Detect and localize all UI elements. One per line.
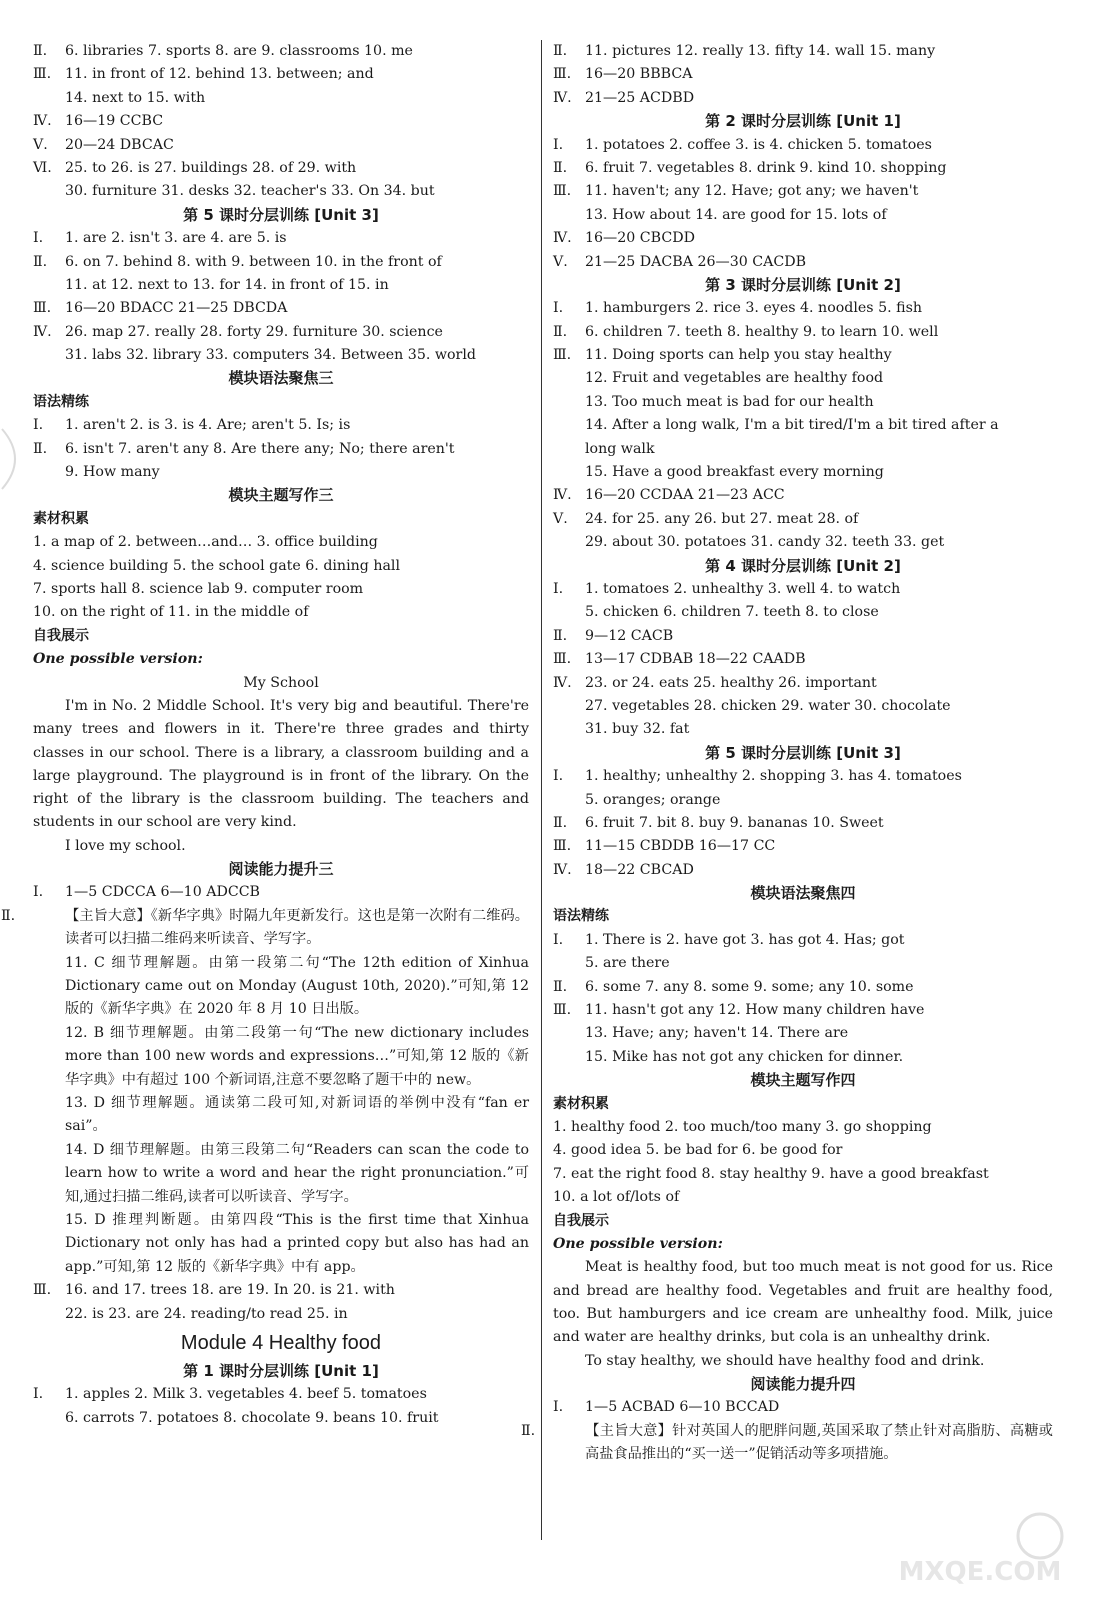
item-number: Ⅳ.	[553, 230, 572, 247]
subsection-label: 语法精练	[33, 393, 89, 410]
material-line: 1. healthy food 2. too much/too many 3. go shopping	[553, 1118, 932, 1135]
answer-line	[553, 929, 1053, 952]
material-line: 1. a map of 2. between…and… 3. office building	[33, 534, 378, 551]
answer-line	[553, 578, 1053, 601]
answer-line	[553, 765, 1053, 788]
item-number: Ⅰ.	[553, 768, 564, 785]
item-number: Ⅲ.	[33, 66, 52, 83]
item-number: Ⅰ.	[553, 136, 564, 153]
answer-line	[553, 672, 1053, 695]
answer-text: 12. B 细节理解题。由第二段第一句“The new dictionary includes more than 100 new words and expressions…”可知,第 12 版的《新华字典》中有超过 100 个新词语,注意不要忽略了题干中的 new。	[65, 1024, 529, 1088]
item-number: Ⅰ.	[553, 580, 564, 597]
answer-line	[553, 484, 1053, 507]
item-number: Ⅱ.	[553, 323, 568, 340]
answer-text: 9—12 CACB	[585, 627, 674, 644]
answer-text: 22. is 23. are 24. reading/to read 25. in	[65, 1305, 348, 1322]
answer-text: 13. Too much meat is bad for our health	[585, 393, 874, 410]
answer-line	[553, 531, 1053, 554]
answer-text: 5. are there	[585, 955, 670, 972]
answer-text: 25. to 26. is 27. buildings 28. of 29. with	[65, 159, 357, 176]
answer-line	[553, 87, 1053, 110]
answer-line	[33, 414, 529, 437]
answer-text: 9. How many	[65, 464, 160, 481]
answer-text: 1. tomatoes 2. unhealthy 3. well 4. to watch	[585, 580, 901, 597]
answer-text: 11. at 12. next to 13. for 14. in front of 15. in	[65, 276, 389, 293]
subsection-label: 素材积累	[553, 1095, 609, 1112]
answer-line	[553, 40, 1053, 63]
answer-text: 31. labs 32. library 33. computers 34. Between 35. world	[65, 347, 476, 364]
answer-line	[553, 63, 1053, 86]
answer-text: 31. buy 32. fat	[585, 721, 690, 738]
answer-text: 11. hasn't got any 12. How many children have	[585, 1002, 925, 1019]
module-title: Module 4 Healthy food	[180, 1332, 382, 1355]
answer-line	[33, 157, 529, 180]
answer-text: 11. in front of 12. behind 13. between; and	[65, 66, 374, 83]
section-heading: 模块主题写作三	[228, 486, 334, 505]
answer-text: 1. There is 2. have got 3. has got 4. Has; got	[585, 931, 905, 948]
subsection-label: 素材积累	[33, 510, 89, 527]
right-column	[521, 40, 1053, 1466]
answer-text: 【主旨大意】针对英国人的肥胖问题,英国采取了禁止针对高脂肪、高糖或高盐食品推出的“买一送一”促销活动等多项措施。	[585, 1422, 1053, 1462]
answer-text: 6. libraries 7. sports 8. are 9. classrooms 10. me	[65, 43, 413, 59]
material-line: 7. eat the right food 8. stay healthy 9. have a good breakfast	[553, 1165, 989, 1182]
answer-line	[33, 110, 529, 133]
answer-text: 11. Doing sports can help you stay healthy	[585, 347, 892, 364]
subsection-label: 语法精练	[553, 908, 609, 925]
subsection-label: 自我展示	[553, 1212, 609, 1229]
answer-line	[553, 952, 1053, 975]
version-label: One possible version:	[553, 1235, 723, 1252]
answer-text: 1. hamburgers 2. rice 3. eyes 4. noodles 5. fish	[585, 300, 923, 317]
answer-line	[553, 812, 1053, 835]
answer-text: 15. Mike has not got any chicken for dinner.	[585, 1048, 904, 1065]
answer-text: 13. D 细节理解题。通读第二段可知,对新词语的举例中没有“fan er sai”。	[65, 1095, 529, 1135]
answer-text: 26. map 27. really 28. forty 29. furniture 30. science	[65, 323, 443, 340]
item-number: Ⅰ.	[553, 300, 564, 317]
answer-line	[553, 835, 1053, 858]
item-number: Ⅲ.	[553, 651, 572, 668]
item-number: Ⅱ.	[33, 43, 48, 59]
answer-text: 27. vegetables 28. chicken 29. water 30. chocolate	[585, 697, 951, 714]
answer-text: 21—25 DACBA 26—30 CACDB	[585, 253, 807, 270]
item-number: Ⅳ.	[33, 113, 52, 130]
answer-text: 6. some 7. any 8. some 9. some; any 10. some	[585, 978, 914, 995]
item-number: Ⅴ.	[553, 253, 568, 270]
answer-line	[33, 227, 529, 250]
answer-text: 15. Have a good breakfast every morning	[585, 464, 884, 481]
column-divider	[541, 40, 542, 1540]
item-number: Ⅳ.	[553, 487, 572, 504]
answer-text: 23. or 24. eats 25. healthy 26. important	[585, 674, 877, 691]
answer-text: 11. haven't; any 12. Have; got any; we haven't	[585, 183, 919, 200]
answer-text: 6. fruit 7. vegetables 8. drink 9. kind 10. shopping	[585, 159, 947, 176]
answer-text: 30. furniture 31. desks 32. teacher's 33. On 34. but	[65, 183, 435, 200]
answer-line	[33, 1279, 529, 1302]
answer-text: 20—24 DBCAC	[65, 136, 174, 153]
answer-line	[33, 1303, 529, 1326]
answer-line	[553, 180, 1053, 203]
answer-line	[553, 1022, 1053, 1045]
svg-text:MXQE.COM: MXQE.COM	[898, 1557, 1062, 1587]
answer-text: 11—15 CBDDB 16—17 CC	[585, 838, 776, 855]
answer-line	[553, 344, 1053, 367]
item-number: Ⅱ.	[33, 440, 48, 457]
answer-text: 【主旨大意】《新华字典》时隔九年更新发行。这也是第一次附有二维码。读者可以扫描二维码来听读音、学写字。	[65, 907, 529, 948]
answer-text: 15. D 推理判断题。由第四段“This is the first time that Xinhua Dictionary not only has had a printed copy but also has had an app.”可知,第 12 版的《新华字典》中有 app。	[65, 1212, 529, 1275]
answer-text: 16—20 CBCDD	[585, 230, 695, 247]
answer-line	[33, 321, 529, 344]
answer-line	[521, 1420, 1053, 1467]
answer-line	[33, 274, 529, 297]
section-heading: 第 3 课时分层训练 [Unit 2]	[705, 275, 901, 294]
answer-text: 1. potatoes 2. coffee 3. is 4. chicken 5. tomatoes	[585, 136, 932, 153]
answer-text: 1. healthy; unhealthy 2. shopping 3. has 4. tomatoes	[585, 768, 962, 785]
item-number: Ⅱ.	[553, 159, 568, 176]
answer-line	[33, 1383, 529, 1406]
answer-text: 13. How about 14. are good for 15. lots of	[585, 206, 887, 223]
answer-line	[33, 1209, 529, 1279]
answer-text: 6. on 7. behind 8. with 9. between 10. in the front of	[65, 253, 442, 270]
section-heading: 模块语法聚焦三	[228, 369, 334, 388]
answer-text: 13—17 CDBAB 18—22 CAADB	[585, 651, 806, 668]
answer-line	[553, 438, 1053, 461]
watermark-logo	[890, 1498, 1070, 1588]
item-number: Ⅲ.	[553, 347, 572, 364]
answer-text: 5. oranges; orange	[585, 791, 721, 808]
answer-line	[553, 695, 1053, 718]
answer-line	[33, 180, 529, 203]
answer-text: 16—19 CCBC	[65, 113, 164, 130]
answer-line	[33, 344, 529, 367]
answer-text: 1. apples 2. Milk 3. vegetables 4. beef 5. tomatoes	[65, 1386, 427, 1403]
answer-line	[553, 789, 1053, 812]
subsection-label: 自我展示	[33, 627, 89, 644]
answer-line	[33, 881, 529, 904]
answer-line	[553, 321, 1053, 344]
answer-line	[553, 1396, 1053, 1419]
answer-line	[553, 157, 1053, 180]
item-number: Ⅴ.	[553, 510, 568, 527]
essay-title: My School	[243, 674, 319, 691]
material-line: 10. on the right of 11. in the middle of	[33, 604, 309, 621]
answer-line	[553, 999, 1053, 1022]
left-column	[1, 40, 529, 1430]
item-number: Ⅳ.	[33, 323, 52, 340]
answer-line	[33, 63, 529, 86]
answer-text: 12. Fruit and vegetables are healthy food	[585, 370, 884, 387]
answer-text: 16—20 CCDAA 21—23 ACC	[585, 487, 785, 504]
material-line: 4. good idea 5. be bad for 6. be good for	[553, 1142, 843, 1159]
answer-text: 21—25 ACDBD	[585, 89, 695, 106]
item-number: Ⅳ.	[553, 89, 572, 106]
item-number: Ⅱ.	[553, 978, 568, 995]
answer-line	[33, 297, 529, 320]
answer-text: 6. fruit 7. bit 8. buy 9. bananas 10. Sweet	[585, 814, 884, 831]
answer-line	[553, 414, 1053, 437]
item-number: Ⅱ.	[521, 1422, 536, 1439]
item-number: Ⅱ.	[1, 907, 16, 924]
answer-line	[553, 204, 1053, 227]
answer-line	[553, 391, 1053, 414]
item-number: Ⅰ.	[553, 1399, 564, 1416]
answer-line	[33, 952, 529, 1022]
answer-line	[553, 134, 1053, 157]
answer-text: 1—5 CDCCA 6—10 ADCCB	[65, 884, 260, 901]
answer-line	[553, 718, 1053, 741]
essay-paragraph: To stay healthy, we should have healthy food and drink.	[585, 1352, 985, 1369]
essay-paragraph: I love my school.	[65, 837, 186, 854]
item-number: Ⅱ.	[553, 627, 568, 644]
answer-text: 11. C 细节理解题。由第一段第二句“The 12th edition of Xinhua Dictionary came out on Monday (August 10th, 2020).”可知,第 12 版的《新华字典》在 2020 年 8 月 10 日出版。	[65, 954, 529, 1018]
item-number: Ⅳ.	[553, 861, 572, 878]
item-number: Ⅰ.	[553, 931, 564, 948]
answer-text: 5. chicken 6. children 7. teeth 8. to close	[585, 604, 879, 621]
answer-text: 29. about 30. potatoes 31. candy 32. teeth 33. get	[585, 534, 945, 551]
seal-stamp	[0, 424, 30, 494]
item-number: Ⅱ.	[553, 814, 568, 831]
item-number: Ⅰ.	[33, 417, 44, 434]
item-number: Ⅰ.	[33, 884, 44, 901]
answer-text: 16—20 BDACC 21—25 DBCDA	[65, 300, 288, 317]
answer-text: 16. and 17. trees 18. are 19. In 20. is 21. with	[65, 1282, 395, 1299]
answer-line	[553, 1046, 1053, 1069]
answer-text: 6. isn't 7. aren't any 8. Are there any; No; there aren't	[65, 440, 455, 457]
essay-paragraph: I'm in No. 2 Middle School. It's very big and beautiful. There're many trees and flowers in it. There're three grades and thirty classes in our school. There is a library, a classroom building and a large playground. The playground is in front of the library. On the right of the library is the classroom building. The teachers and students in our school are very kind.	[33, 697, 529, 831]
answer-line	[553, 625, 1053, 648]
item-number: Ⅵ.	[33, 159, 52, 176]
answer-text: 16—20 BBBCA	[585, 66, 693, 83]
answer-line	[553, 508, 1053, 531]
answer-line	[553, 648, 1053, 671]
essay-paragraph: Meat is healthy food, but too much meat is not good for us. Rice and bread are healthy food. Vegetables and fruit are healthy food, too. But hamburgers and ice cream are unhealthy food. Milk, juice and water are healthy drinks, but cola is an unhealthy drink.	[553, 1259, 1053, 1346]
answer-line	[33, 40, 529, 63]
section-heading: 阅读能力提升四	[750, 1374, 856, 1393]
answer-text: 6. carrots 7. potatoes 8. chocolate 9. beans 10. fruit	[65, 1409, 439, 1426]
answer-text: 13. Have; any; haven't 14. There are	[585, 1025, 849, 1042]
item-number: Ⅲ.	[553, 1002, 572, 1019]
version-label: One possible version:	[33, 651, 203, 668]
item-number: Ⅱ.	[553, 43, 568, 59]
answer-text: 1—5 ACBAD 6—10 BCCAD	[585, 1399, 780, 1416]
answer-text: 18—22 CBCAD	[585, 861, 694, 878]
item-number: Ⅲ.	[553, 66, 572, 83]
answer-text: 14. D 细节理解题。由第三段第二句“Readers can scan the code to learn how to write a word and hear the right pronunciation.”可知,通过扫描二维码,读者可以听读音、学写字。	[65, 1141, 529, 1205]
item-number: Ⅴ.	[33, 136, 48, 153]
answer-line	[553, 601, 1053, 624]
answer-text: 14. After a long walk, I'm a bit tired/I'm a bit tired after a	[585, 417, 999, 434]
answer-line	[553, 227, 1053, 250]
answer-line	[33, 1407, 529, 1430]
answer-text: 14. next to 15. with	[65, 89, 206, 106]
section-heading: 第 4 课时分层训练 [Unit 2]	[705, 556, 901, 575]
answer-line	[33, 438, 529, 461]
item-number: Ⅲ.	[553, 838, 572, 855]
section-heading: 阅读能力提升三	[228, 860, 334, 879]
answer-line	[553, 461, 1053, 484]
section-heading: 模块主题写作四	[750, 1071, 856, 1090]
answer-line	[33, 251, 529, 274]
section-heading: 第 5 课时分层训练 [Unit 3]	[705, 743, 901, 762]
section-heading: 第 5 课时分层训练 [Unit 3]	[183, 205, 379, 224]
answer-line	[553, 297, 1053, 320]
answer-line	[33, 461, 529, 484]
section-heading: 第 2 课时分层训练 [Unit 1]	[705, 112, 901, 131]
answer-text: 24. for 25. any 26. but 27. meat 28. of	[585, 510, 859, 527]
section-heading: 模块语法聚焦四	[750, 884, 856, 903]
material-line: 10. a lot of/lots of	[553, 1189, 680, 1206]
material-line: 4. science building 5. the school gate 6. dining hall	[33, 557, 401, 574]
answer-line	[553, 367, 1053, 390]
answer-text: 6. children 7. teeth 8. healthy 9. to learn 10. well	[585, 323, 939, 340]
answer-line	[553, 251, 1053, 274]
answer-text: 1. are 2. isn't 3. are 4. are 5. is	[65, 230, 287, 247]
answer-line	[33, 87, 529, 110]
answer-line	[33, 134, 529, 157]
answer-text: 11. pictures 12. really 13. fifty 14. wall 15. many	[585, 43, 936, 59]
item-number: Ⅲ.	[33, 1282, 52, 1299]
item-number: Ⅲ.	[553, 183, 572, 200]
answer-line	[33, 1139, 529, 1209]
item-number: Ⅰ.	[33, 230, 44, 247]
item-number: Ⅳ.	[553, 674, 572, 691]
section-heading: 第 1 课时分层训练 [Unit 1]	[183, 1362, 379, 1381]
answer-line	[553, 976, 1053, 999]
item-number: Ⅲ.	[33, 300, 52, 317]
answer-line	[33, 1022, 529, 1092]
answer-line	[1, 905, 529, 952]
item-number: Ⅰ.	[33, 1386, 44, 1403]
item-number: Ⅱ.	[33, 253, 48, 270]
material-line: 7. sports hall 8. science lab 9. computer room	[33, 580, 364, 597]
answer-text: long walk	[585, 440, 655, 457]
answer-line	[553, 859, 1053, 882]
answer-line	[33, 1092, 529, 1139]
answer-text: 1. aren't 2. is 3. is 4. Are; aren't 5. Is; is	[65, 417, 351, 434]
